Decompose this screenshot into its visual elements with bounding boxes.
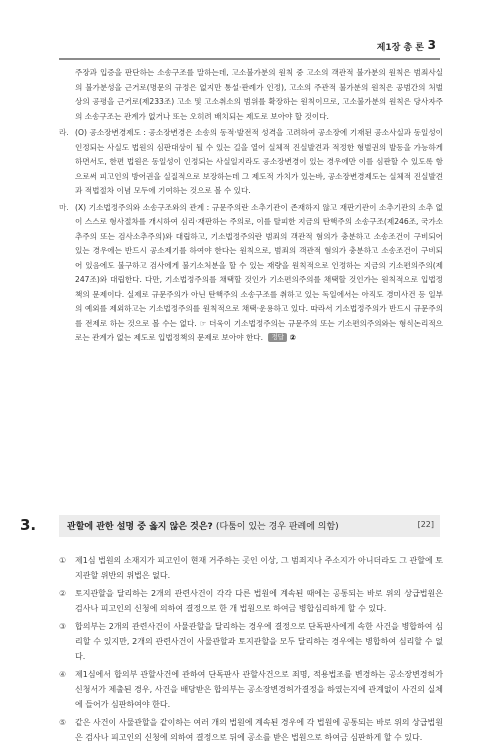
- item-text: (O) 공소장변경제도 : 공소장변경은 소송의 동적·발전적 성격을 고려하여 공소장에 기재된 공소사실과 동일성이 인정되는 사실도 법원의 심판대상이 될 수 있는 길을 열어 실체적 진실발견과 적정한 형벌권의 발동을 가능하게 하면서도, 한편 법원은 동일성이 인정되는 사실일지라도 공소장변경이 있는 경우에만 이를 심판할 수 있도록 함으로써 피고인의 방어권을 실질적으로 보장하는데 그 제도적 가치가 있는바, 공소장변경제도는 실체적 진실발견과 적법절차 이념 모두에 기여하는 것으로 볼 수 있다.: [75, 128, 443, 195]
- option-text: 제1심 법원의 소재지가 피고인이 현재 거주하는 곳인 이상, 그 범죄지나 주소지가 아니더라도 그 관할에 토지관할 위반의 위법은 없다.: [75, 556, 443, 580]
- continued-paragraph: [59, 66, 443, 124]
- continued-text: 주장과 입증을 판단하는 소송구조를 말하는데, 고소불가분의 원칙 중 고소의 객관적 불가분의 원칙은 범죄사실의 불가분성을 근거로(명문의 규정은 없지만 통설·판례가 인정), 고소의 주관적 불가분의 원칙은 공범간의 처벌상의 공평을 근거로(제233조) 고소 및 고소취소의 범위를 확장하는 원칙이므로, 고소불가분의 원칙은 당사자주의 소송구조는 관계가 없거나 또는 오히려 배치되는 제도로 보아야 할 것이다.: [75, 68, 443, 121]
- question-bar: [59, 515, 440, 537]
- question-number: 3.: [20, 516, 37, 534]
- item-marker: 라.: [59, 128, 69, 137]
- page-number: 3: [427, 38, 436, 52]
- option-marker: ②: [59, 589, 67, 598]
- answer-options: [59, 553, 443, 745]
- question-note: (다툼이 있는 경우 판례에 의함): [215, 522, 339, 532]
- page-header: [0, 38, 500, 54]
- answer-explanation: [59, 66, 443, 346]
- question-text: 관할에 관한 설명 중 옳지 않은 것은?: [67, 522, 213, 532]
- header-rule: [59, 58, 440, 60]
- option-marker: ④: [59, 670, 67, 679]
- option-text: 토지관할을 달리하는 2개의 관련사건이 각각 다른 법원에 계속된 때에는 공통되는 바로 위의 상급법원은 검사나 피고인의 신청에 의하여 결정으로 한 개 법원으로 하여금 병합심리하게 할 수 있다.: [75, 589, 443, 613]
- explanation-item-ra: [59, 126, 443, 199]
- option-1: [59, 553, 443, 583]
- item-marker: 마.: [59, 202, 69, 212]
- option-marker: ③: [59, 622, 67, 631]
- option-3: [59, 619, 443, 664]
- item-text: (X) 기소법정주의와 소송구조와의 관계 : 규문주의란 소추기관이 존재하지 않고 재판기관이 소추기관의 소추 없이 스스로 형사절차를 개시하여 심리·재판하는 주의로, 이를 탈피한 지금의 탄핵주의 소송구조(제246조, 국가소추주의 또는 검사소추주의)와 대립하고, 기소법정주의란 범죄의 객관적 혐의가 충분하고 소송조건이 구비되어 있는 경우에는 반드시 공소제기를 하여야 한다는 원칙으로, 범죄의 객관적 혐의가 충분하고 소송조건이 구비되어 있음에도 불구하고 검사에게 불기소처분을 할 수 있는 재량을 원칙적으로 인정하는 지금의 기소편의주의(제247조)와 대립한다. 다만, 기소법정주의를 채택할 것인가 기소편의주의를 채택할 것인가는 원칙적으로 입법정책의 문제이다. 실제로 규문주의가 아닌 탄핵주의 소송구조를 취하고 있는 독일에서는 아직도 경미사건 등 일부의 예외를 제외하고는 기소법정주의를 원칙적으로 채택·운용하고 있다. 따라서 기소법정주의가 반드시 규문주의를 전제로 하는 것으로 볼 수는 없다. ☞ 더욱이 기소법정주의는 규문주의 또는 기소편의주의와는 형식논리적으로는 관계가 없는 제도로 입법정책의 문제로 보아야 한다.: [75, 202, 443, 342]
- option-marker: ⑤: [59, 718, 67, 727]
- answer-badge: 정답: [268, 333, 287, 342]
- option-text: 제1심에서 합의부 관할사건에 관하여 단독판사 관할사건으로 죄명, 적용법조를 변경하는 공소장변경허가신청서가 제출된 경우, 사건을 배당받은 합의부는 공소장변경허가결정을 하였는지에 관계없이 사건의 실체에 들어가 심판하여야 한다.: [75, 670, 444, 709]
- question-code: [22]: [417, 520, 434, 529]
- option-2: [59, 586, 443, 616]
- option-5: [59, 715, 443, 745]
- chapter-title: 제1장 총 론: [376, 43, 424, 53]
- explanation-item-ma: [59, 201, 443, 346]
- option-text: 합의부는 2개의 관련사건이 사물관할을 달리하는 경우에 결정으로 단독판사에게 속한 사건을 병합하여 심리할 수 있지만, 2개의 관련사건이 사물관할과 토지관할을 모두 달리하는 경우에는 병합하여 심리할 수 없다.: [75, 622, 443, 661]
- option-marker: ①: [59, 556, 67, 565]
- answer-value: ②: [289, 333, 296, 342]
- option-text: 같은 사건이 사물관할을 같이하는 여러 개의 법원에 계속된 경우에 각 법원에 공통되는 바로 위의 상급법원은 검사나 피고인의 신청에 의하여 결정으로 뒤에 공소를 받은 법원으로 하여금 심판하게 할 수 있다.: [75, 718, 443, 742]
